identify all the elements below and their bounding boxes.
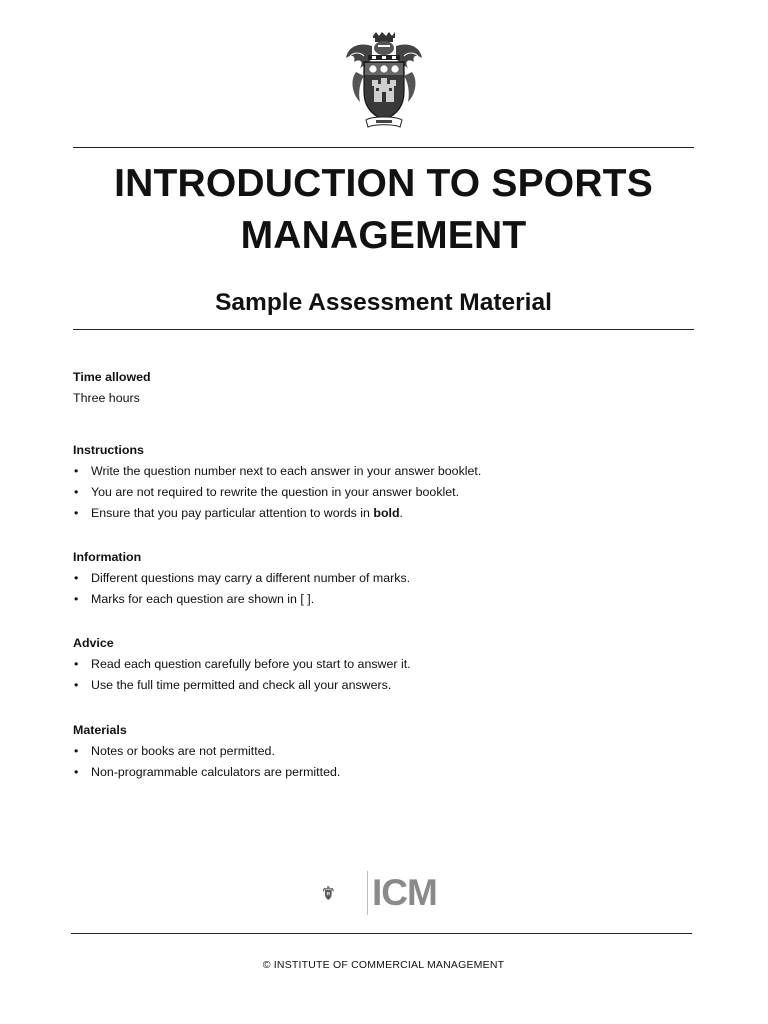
information-section [73,547,693,610]
instructions-heading: Instructions [73,443,144,457]
materials-list [73,741,693,783]
list-item: • Notes or books are not permitted. [73,741,693,762]
subtitle: Sample Assessment Material [215,289,552,316]
list-item: • Read each question carefully before you start to answer it. [73,654,693,675]
header-bottom-rule [73,329,694,330]
time-allowed-heading: Time allowed [73,370,151,384]
list-item: • Non-programmable calculators are permitted. [73,762,693,783]
materials-section [73,720,693,783]
advice-section [73,633,693,696]
list-item-end: . [399,506,403,520]
list-item: • Different questions may carry a different number of marks. [73,568,693,589]
footer-rule [71,933,692,934]
instructions-list [73,461,693,524]
instructions-section [73,440,693,524]
crest-logo [342,32,426,130]
information-list [73,568,693,610]
logo-divider [367,871,368,915]
list-item [73,503,693,524]
list-item: • Use the full time permitted and check all your answers. [73,675,693,696]
title-line-2: MANAGEMENT [240,214,527,257]
icm-crest-icon [322,870,366,918]
list-item: • Marks for each question are shown in [ ]. [73,589,693,610]
information-heading: Information [73,550,142,564]
list-item-text: Ensure that you pay particular attention to words in [91,506,374,520]
advice-list [73,654,693,696]
list-item: • Write the question number next to each answer in your answer booklet. [73,461,693,482]
time-allowed-value: Three hours [73,391,140,405]
advice-heading: Advice [73,636,114,650]
time-allowed-section [73,367,693,409]
materials-heading: Materials [73,723,127,737]
copyright-notice: © INSTITUTE OF COMMERCIAL MANAGEMENT [262,959,505,971]
bold-word: bold [373,506,400,520]
icm-logo-text: ICM [372,872,437,913]
header-top-rule [73,147,694,148]
title-line-1: INTRODUCTION TO SPORTS [114,162,653,205]
list-item: • You are not required to rewrite the question in your answer booklet. [73,482,693,503]
